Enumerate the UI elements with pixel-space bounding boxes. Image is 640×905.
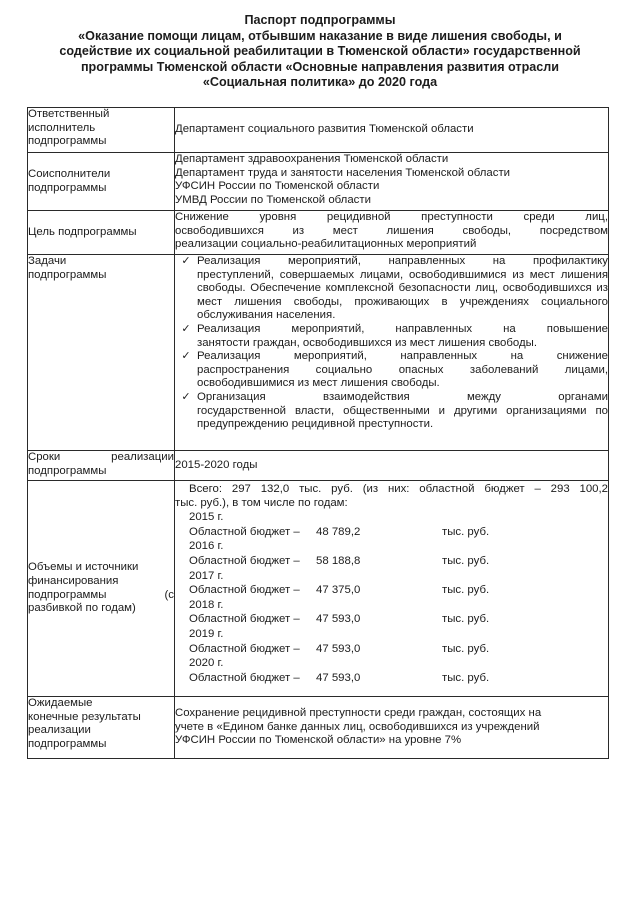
- task-first-line: Реализация мероприятий, направленных на снижение: [197, 350, 608, 363]
- check-icon: ✓: [181, 350, 191, 363]
- results-label: [28, 697, 175, 759]
- passport-table: [27, 107, 609, 759]
- goal-label: Цель подпрограммы: [28, 211, 175, 255]
- budget-unit: тыс. руб.: [442, 613, 490, 626]
- financing-year: 2019 г.: [189, 627, 224, 640]
- title-line: «Оказание помощи лицам, отбывшим наказание в виде лишения свободы, и: [78, 28, 562, 43]
- budget-amount: 47 593,0: [316, 613, 361, 626]
- financing-total: Всего: 297 132,0 тыс. руб. (из них: областной бюджет – 293 100,2: [189, 483, 608, 495]
- goal-line: Снижение уровня рецидивной преступности среди лиц,: [175, 211, 608, 223]
- results-value: [175, 697, 609, 759]
- task-item: [175, 391, 608, 432]
- title-line: Паспорт подпрограммы: [244, 13, 396, 27]
- budget-label: Областной бюджет –: [189, 613, 300, 626]
- task-first-line: Организация взаимодействия между органами: [197, 390, 608, 403]
- title-line: программы Тюменской области «Основные направления развития отрасли: [80, 59, 560, 74]
- label-line: конечные результаты: [28, 710, 141, 723]
- label-line: исполнитель: [28, 121, 96, 134]
- goal-value: [175, 211, 609, 255]
- budget-amount: 47 593,0: [316, 642, 361, 655]
- label-line: Ожидаемые: [28, 697, 93, 709]
- task-first-line: Реализация мероприятий, направленных на профилактику: [197, 255, 608, 267]
- label-line: подпрограммы: [28, 464, 107, 477]
- task-item: [175, 323, 608, 350]
- financing-year: 2016 г.: [189, 540, 224, 553]
- financing-budget-row: [175, 555, 608, 569]
- label-line: финансирования: [28, 574, 119, 587]
- goal-line: реализации социально-реабилитационных мероприятий: [175, 238, 477, 251]
- task-text: [197, 255, 608, 323]
- financing-label: [28, 481, 175, 697]
- financing-total-cont: тыс. руб.), в том числе по годам:: [175, 496, 348, 509]
- task-text: [197, 391, 608, 432]
- financing-year: 2020 г.: [189, 657, 224, 670]
- budget-unit: тыс. руб.: [442, 642, 490, 655]
- label-line: подпрограммы (с: [28, 588, 174, 601]
- coexecutor-item: УМВД России по Тюменской области: [175, 193, 371, 206]
- budget-label: Областной бюджет –: [189, 554, 300, 567]
- budget-unit: тыс. руб.: [442, 671, 490, 684]
- terms-value: 2015-2020 годы: [175, 451, 609, 481]
- budget-unit: тыс. руб.: [442, 525, 490, 538]
- tasks-label: [28, 255, 175, 451]
- label-line: Сроки реализации: [28, 451, 174, 463]
- budget-label: Областной бюджет –: [189, 642, 300, 655]
- label-line: разбивкой по годам): [28, 602, 136, 615]
- check-icon: ✓: [181, 390, 191, 403]
- row-results: [28, 697, 609, 759]
- task-rest: занятости граждан, освободившихся из мест лишения свободы.: [197, 336, 537, 349]
- label-line: Соисполнители: [28, 167, 111, 180]
- coexecutors-label: [28, 153, 175, 211]
- row-coexecutors: [28, 153, 609, 211]
- budget-amount: 58 188,8: [316, 554, 361, 567]
- financing-budget-row: [175, 526, 608, 540]
- task-item: [175, 350, 608, 391]
- task-rest: государственной власти, общественными и другими организациями по предупреждению рецидивной преступности.: [197, 404, 608, 431]
- budget-unit: тыс. руб.: [442, 554, 490, 567]
- label-line: Ответственный: [28, 108, 110, 120]
- financing-budget-row: [175, 672, 608, 686]
- row-terms: [28, 451, 609, 481]
- document-title: [20, 13, 620, 91]
- financing-year: 2015 г.: [189, 511, 224, 524]
- title-line: «Социальная политика» до 2020 года: [202, 75, 438, 89]
- responsible-label: [28, 108, 175, 153]
- task-rest: преступлений, совершаемых лицами, освободившимися из мест лишения свободы. Обеспечение комплексной безопасности лиц, освободившихся из мест лишения свободы, проживающих в учреждениях социального обслуживания населения.: [197, 268, 608, 322]
- budget-label: Областной бюджет –: [189, 584, 300, 597]
- coexecutors-value: [175, 153, 609, 211]
- budget-label: Областной бюджет –: [189, 671, 300, 684]
- financing-budget-row: [175, 613, 608, 627]
- row-goal: [28, 211, 609, 255]
- label-line: подпрограммы: [28, 737, 107, 750]
- coexecutor-item: Департамент труда и занятости населения Тюменской области: [175, 166, 511, 179]
- goal-line: освободившихся из мест лишения свободы, посредством: [175, 224, 608, 237]
- budget-amount: 48 789,2: [316, 525, 361, 538]
- responsible-value: Департамент социального развития Тюменской области: [175, 108, 609, 153]
- label-line: Объемы и источники: [28, 561, 139, 574]
- budget-amount: 47 593,0: [316, 671, 361, 684]
- results-line: Сохранение рецидивной преступности среди граждан, состоящих на: [175, 707, 542, 720]
- label-line: подпрограммы: [28, 181, 107, 194]
- tasks-value: [175, 255, 609, 451]
- financing-year: 2018 г.: [189, 598, 224, 611]
- check-icon: ✓: [181, 255, 191, 267]
- financing-year: 2017 г.: [189, 569, 224, 582]
- financing-value: [175, 481, 609, 697]
- results-line: учете в «Едином банке данных лиц, освободившихся из учреждений: [175, 720, 540, 733]
- label-line: подпрограммы: [28, 268, 107, 281]
- financing-budget-row: [175, 643, 608, 657]
- financing-budget-row: [175, 584, 608, 598]
- row-tasks: [28, 255, 609, 451]
- label-line: Задачи: [28, 255, 67, 267]
- task-rest: распространения социально опасных заболеваний лицами, освободившимися из мест лишения свободы.: [197, 363, 608, 390]
- task-item: [175, 255, 608, 323]
- coexecutor-item: Департамент здравоохранения Тюменской области: [175, 153, 449, 165]
- row-responsible: [28, 108, 609, 153]
- task-first-line: Реализация мероприятий, направленных на повышение: [197, 322, 608, 335]
- task-text: [197, 350, 608, 391]
- row-financing: [28, 481, 609, 697]
- budget-unit: тыс. руб.: [442, 584, 490, 597]
- check-icon: ✓: [181, 322, 191, 335]
- terms-label: [28, 451, 175, 481]
- budget-label: Областной бюджет –: [189, 525, 300, 538]
- task-text: [197, 323, 608, 350]
- label-line: подпрограммы: [28, 135, 107, 148]
- coexecutor-item: УФСИН России по Тюменской области: [175, 180, 380, 193]
- title-line: содействие их социальной реабилитации в Тюменской области» государственной: [59, 44, 581, 58]
- results-line: УФСИН России по Тюменской области» на уровне 7%: [175, 734, 462, 747]
- label-line: реализации: [28, 724, 91, 737]
- budget-amount: 47 375,0: [316, 584, 361, 597]
